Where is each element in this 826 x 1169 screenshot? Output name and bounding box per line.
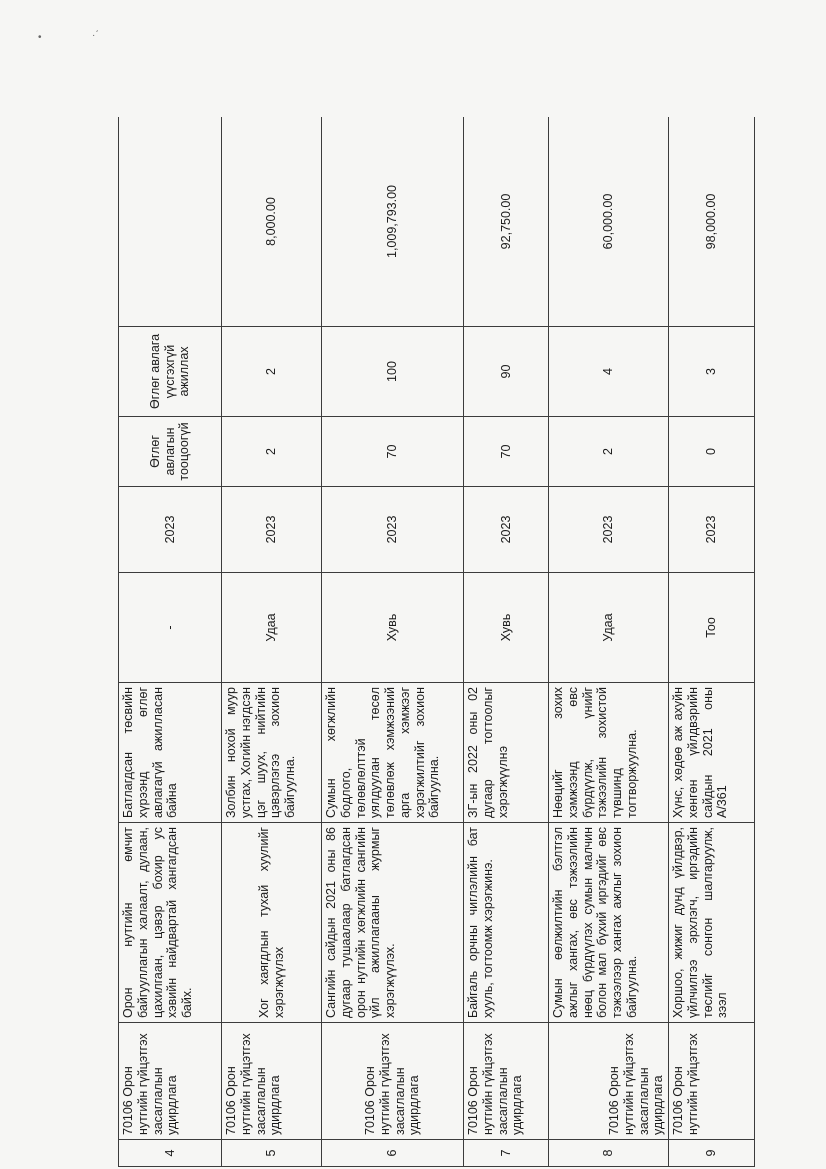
base-cell: 70 (464, 417, 549, 487)
amount-cell: 60,000.00 (549, 117, 669, 327)
activity-text: Сумын өөлжилтийн бэлтгэл ажлыг хангах, өвс тэжээлийн нөөц бүрдүүлэх сумын малчин болон мал бүхий иргэдийг өвс тэжээлээр хангах ажлыг зохион байгуулна. (549, 823, 669, 1023)
scan-speck: ·ˊ (92, 30, 99, 41)
base-cell: 2 (549, 417, 669, 487)
amount-cell (119, 117, 222, 327)
year-cell: 2023 (549, 487, 669, 573)
base-cell: Өглөг авлагын тооцоогүй (119, 417, 222, 487)
activity-text: Сангийн сайдын 2021 оны 86 дугаар тушаалаар батлагдсан орон нутгийн хөгжлийн сангийн үйл ажиллагааны журмыг хэрэгжүүлэх. (322, 823, 464, 1023)
table-container (118, 117, 756, 1167)
goal-text: Батлагдсан төсвийн хүрээнд өглөг авлагагүй ажилласан байна (119, 683, 222, 823)
row-number: 7 (464, 1140, 549, 1167)
program-code: 70106 Орон нутгийн гүйцэтгэх засаглалын удирдлага (322, 1023, 464, 1140)
year-cell: 2023 (669, 487, 755, 573)
budget-table (118, 117, 755, 1167)
unit-cell: - (119, 573, 222, 683)
target-cell: 4 (549, 327, 669, 417)
measure-text: Нөөцийг зохих хэмжээнд өвс бүрдүүлж, үнийг тэжээлийн зохистой түвшинд тогтворжуулна. (549, 683, 669, 823)
measure-text: Сумын хөгжлийн бодлого, төлөвлөлттэй уялдуулан төсөл төлөвлөж хэмжээний арга хэмжээг хэрэгжилтийг зохион байгуулна. (322, 683, 464, 823)
target-cell: 3 (669, 327, 755, 417)
year-cell: 2023 (322, 487, 464, 573)
target-cell: Өглөг авлага үүсгэхгүй ажиллах (119, 327, 222, 417)
amount-cell: 8,000.00 (222, 117, 322, 327)
table-row (464, 117, 549, 1167)
base-cell: 70 (322, 417, 464, 487)
measure-text: ЗГ-ын 2022 оны 02 дугаар тогтоолыг хэрэгжүүлнэ (464, 683, 549, 823)
unit-cell: Хувь (464, 573, 549, 683)
activity-text: Байгаль орчны чиглэлийн бат хууль, тогтоомж хэрэгжинэ. (464, 823, 549, 1023)
year-cell: 2023 (464, 487, 549, 573)
base-cell: 0 (669, 417, 755, 487)
year-cell: 2023 (222, 487, 322, 573)
row-number: 4 (119, 1140, 222, 1167)
row-number: 8 (549, 1140, 669, 1167)
program-code: 70106 Орон нутгийн гүйцэтгэх засаглалын удирдлага (119, 1023, 222, 1140)
target-cell: 100 (322, 327, 464, 417)
scan-speck: • (38, 32, 42, 43)
table-row (222, 117, 322, 1167)
measure-text: Золбин нохой муур устгах, Хогийн нэгдсэн цэг шуух, нийтийн цэвэрлэгээ зохион байгуулна. (222, 683, 322, 823)
amount-cell: 1,009,793.00 (322, 117, 464, 327)
unit-cell: Тоо (669, 573, 755, 683)
unit-cell: Хувь (322, 573, 464, 683)
table-row (119, 117, 222, 1167)
target-cell: 90 (464, 327, 549, 417)
row-number: 6 (322, 1140, 464, 1167)
program-code: 70106 Орон нутгийн гүйцэтгэх засаглалын удирдлага (464, 1023, 549, 1140)
amount-cell: 92,750.00 (464, 117, 549, 327)
row-number: 9 (669, 1140, 755, 1167)
rotated-table (118, 117, 756, 1167)
unit-cell: Удаа (222, 573, 322, 683)
table-row (322, 117, 464, 1167)
table-row (549, 117, 669, 1167)
program-code: 70106 Орон нутгийн гүйцэтгэх (669, 1023, 755, 1140)
activity-text: Хог хаягдлын тухай хуулийг хэрэгжүүлэх (222, 823, 322, 1023)
program-code: 70106 Орон нутгийн гүйцэтгэх засаглалын удирдлага (222, 1023, 322, 1140)
year-cell: 2023 (119, 487, 222, 573)
activity-text: Орон нутгийн өмчит байгууллагын халаалт, дулаан, цахилгаан, цэвэр бохир ус хэвийн найдвартай хангагдсан байх. (119, 823, 222, 1023)
base-cell: 2 (222, 417, 322, 487)
table-row (669, 117, 755, 1167)
measure-text: Хүнс, хөдөө аж ахуйн хөнгөн үйлдвэрийн сайдын 2021 оны А/361 (669, 683, 755, 823)
unit-cell: Удаа (549, 573, 669, 683)
program-code: 70106 Орон нутгийн гүйцэтгэх засаглалын удирдлага (549, 1023, 669, 1140)
row-number: 5 (222, 1140, 322, 1167)
target-cell: 2 (222, 327, 322, 417)
activity-text: Хоршоо, жижиг дунд үйлдвэр, үйлчилгээ эрхлэгч, иргэдийн төслийг сонгон шалгаруулж, зээл (669, 823, 755, 1023)
amount-cell: 98,000.00 (669, 117, 755, 327)
